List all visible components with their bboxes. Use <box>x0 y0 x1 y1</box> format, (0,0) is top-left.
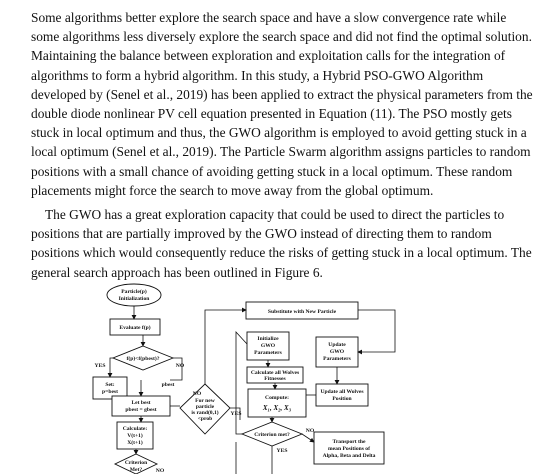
let-best-label: pbest = gbest <box>125 407 157 413</box>
criterion-left-label: Met? <box>129 467 143 473</box>
pbest-label: pbest <box>161 382 175 388</box>
let-best-label: Let best <box>131 400 151 406</box>
text-line: placements might force the search to move away from the global optimum. <box>31 182 434 198</box>
text-line: positions which would consequently reduce the risks of getting stuck in a local optimum. The <box>31 245 532 261</box>
init-gwo-label: GWO <box>260 343 276 349</box>
substitute-label: Substitute with New Particle <box>267 309 337 315</box>
text-line: some algorithms less diversely explore the search space and did not find the optimal solution. <box>31 29 532 45</box>
update-gwo-label: Parameters <box>323 356 351 362</box>
update-gwo-label: GWO <box>329 349 345 355</box>
text-line: The GWO has a great exploration capacity that could be used to direct the particles to <box>45 207 505 222</box>
text-line: local optimum (Senel et al., 2019). The Particle Swarm algorithm assigns particles to random <box>31 144 531 160</box>
update-positions-label: Update all Wolves <box>320 389 364 395</box>
start-terminator <box>107 284 161 306</box>
yes-label: YES <box>276 448 288 454</box>
init-gwo-label: Initialize <box>257 336 279 342</box>
text-line: positions that are partially improved by the GWO instead of directing them to random <box>31 226 492 242</box>
calc-fitness-label: Calculate all Wolves <box>250 370 300 376</box>
new-particle-label: is rand(0,1) <box>191 410 219 416</box>
new-particle-label: <prob <box>197 416 213 422</box>
text-line: developed by (Senel et al., 2019) has been applied to extract the physical parameters from the <box>31 86 533 102</box>
criterion-right-label: Criterion met? <box>254 432 290 438</box>
text-line: Maintaining the balance between exploration and exploitation calls for the integration of <box>31 48 506 64</box>
transport-label: Alpha, Beta and Delta <box>322 453 376 459</box>
text-line: stuck in local optimum and thus, the GWO algorithm is employed to avoid getting stuck in a <box>31 125 527 141</box>
paragraph-1 <box>31 8 533 200</box>
paragraph-2 <box>31 205 532 282</box>
pbest-decision-label: f(p)<f(pbest)? <box>126 356 160 362</box>
set-label: p=best <box>102 389 118 395</box>
evaluate-label: Evaluate f(p) <box>119 325 151 331</box>
no-label: NO <box>305 428 315 434</box>
no-label: NO <box>175 363 185 369</box>
new-particle-label: For new <box>195 398 215 404</box>
text-line: positions with a small chance of avoiding getting stuck in a local optimum. These random <box>31 163 513 179</box>
text-line: algorithms to form a hybrid algorithm. In this study, a Hybrid PSO-GWO Algorithm <box>31 67 484 83</box>
update-positions-label: Position <box>332 396 352 402</box>
no-label: NO <box>192 391 202 397</box>
no-label: NO <box>155 468 165 474</box>
text-line: general search approach has been outlined in Figure 6. <box>31 264 323 280</box>
calculate-label: V(t+1) <box>127 433 143 439</box>
calculate-label: X(t+1) <box>127 440 143 446</box>
compute-box <box>248 389 306 417</box>
set-label: Set: <box>105 382 115 388</box>
compute-label: Compute: <box>265 395 289 401</box>
text-line: Some algorithms better explore the search space and have a slow convergence rate while <box>31 10 507 25</box>
compute-vars: X₁, X₂, X₃ <box>262 404 292 412</box>
criterion-left-label: Criterion <box>124 460 148 466</box>
calculate-label: Calculate: <box>122 426 148 432</box>
let-best-box <box>112 396 170 416</box>
yes-label: YES <box>94 363 106 369</box>
update-gwo-label: Update <box>328 342 346 348</box>
calc-fitness-label: Fitnesses <box>264 376 286 382</box>
new-particle-label: particle <box>195 404 215 410</box>
yes-label: YES <box>230 411 242 417</box>
transport-label: Transport the <box>332 439 366 445</box>
init-gwo-label: Parameters <box>254 350 282 356</box>
transport-label: mean Positions of <box>328 446 370 452</box>
update-positions-box <box>316 384 368 406</box>
text-line: double diode nonlinear PV cell equation presented in Equation (11). The PSO mostly gets <box>31 106 512 122</box>
flowchart-figure <box>0 282 474 474</box>
start-label: Particle(p) <box>121 289 147 295</box>
start-label: Initialization <box>118 296 150 302</box>
